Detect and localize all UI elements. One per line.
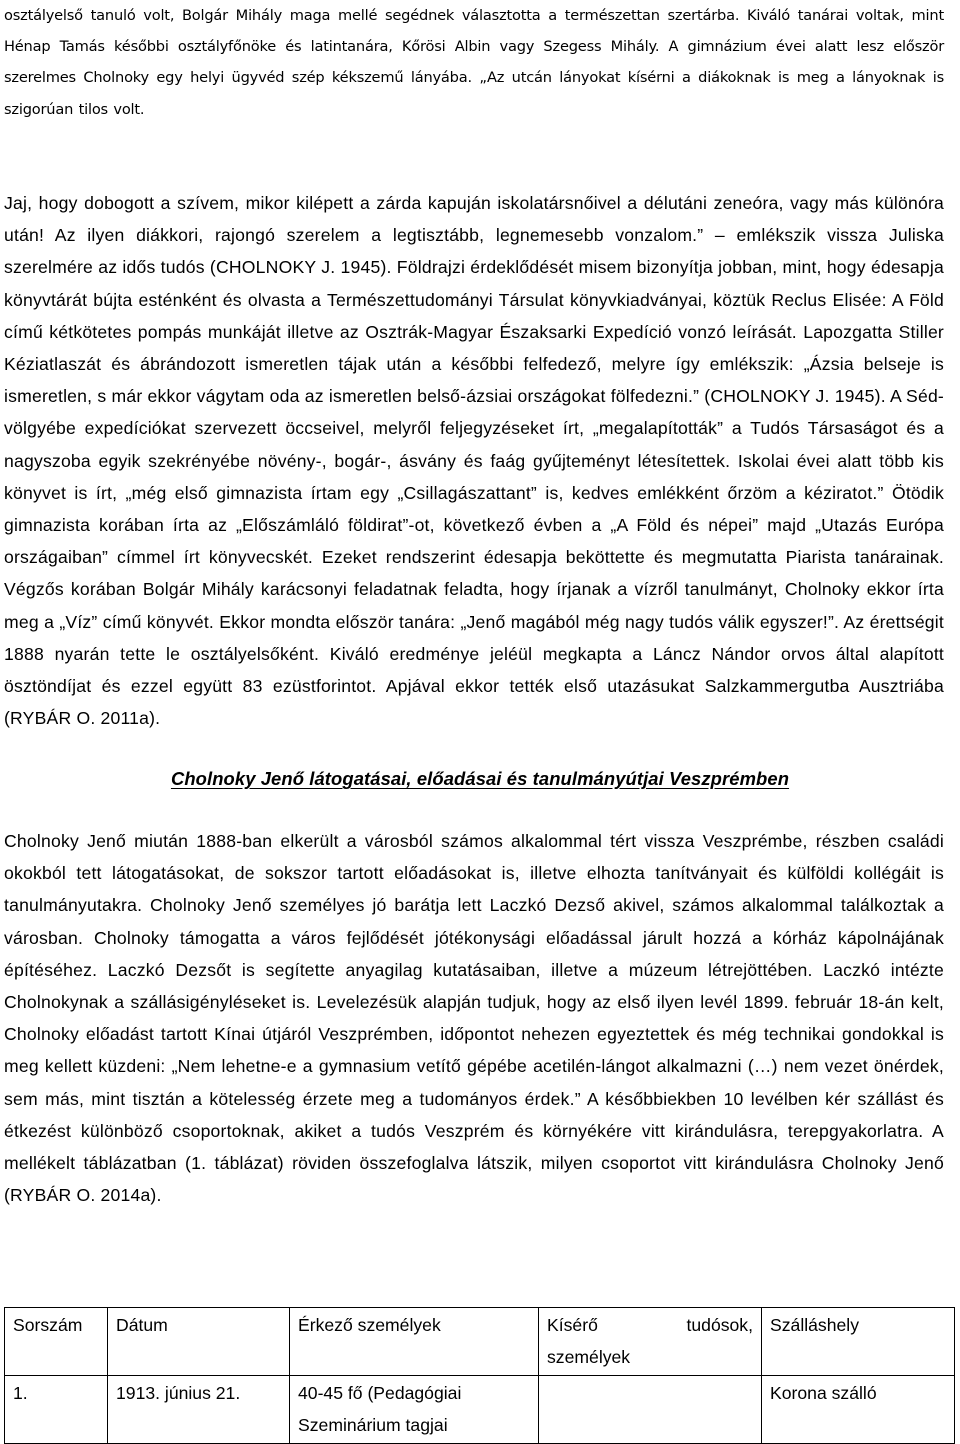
- cell-escorts: [539, 1376, 762, 1444]
- header-cell-number: Sorszám: [5, 1308, 108, 1376]
- table-row: [5, 1376, 955, 1444]
- cell-accommodation: Korona szálló: [762, 1376, 955, 1444]
- paragraph-biography: Jaj, hogy dobogott a szívem, mikor kilépett a zárda kapuján iskolatársnőivel a délutáni zeneóra, vagy más különóra után! Az ilyen diákkori, rajongó szerelem a legtisztább, legnemesebb vonzalom.” – emlékszik vissza Juliska szerelmére az idős tudós (CHOLNOKY J. 1945). Földrajzi érdeklődését misem bizonyítja jobban, mint, hogy édesapja könyvtárát bújta esténként és olvasta a Természettudományi Társulat könyvkiadványai, köztük Reclus Elisée: A Föld című kétkötetes pompás munkáját illetve az Osztrák-Magyar Északsarki Expedíció vonzó leírását. Lapozgatta Stiller Kéziatlaszát és ábrándozott ismeretlen tájak után a későbbi felfedező, melyre így emlékszik: „Ázsia belseje is ismeretlen, s már ekkor vágytam oda az ismeretlen belső-ázsiai országokat fölfedezni.” (CHOLNOKY J. 1945). A Séd-völgyébe expedíciókat szervezett öccseivel, melyről feljegyzéseket írt, „megalapították” a Tudós Társaságot és a nagyszoba egyik szekrényébe növény-, bogár-, ásvány és faág gyűjteményt létesítettek. Iskolai évei alatt több kis könyvet is írt, „még első gimnazista írtam egy „Csillagászattant” is, kedves emlékként őrzöm a kéziratot.” Ötödik gimnazista korában írta az „Előszámláló földirat”-ot, következő évben a „A Föld és népei” majd „Utazás Európa országaiban” címmel írt könyvecskét. Ezeket rendszerint édesapja beköttette és megmutatta Piarista tanárainak. Végzős korában Bolgár Mihály karácsonyi feladatnak feladta, hogy írjanak a vízről tanulmányt, Cholnoky ekkor írta meg a „Víz” című könyvét. Ekkor mondta először tanára: „Jenő magából még nagy tudós válik egyszer!”. Az érettségit 1888 nyarán tette le osztályelsőként. Kiváló eredménye jeléül megkapta a Láncz Nándor orvos által alapított ösztöndíjat és ezzel együtt 83 ezüstforintot. Apjával ekkor tették első utazásukat Salzkammergutba Ausztriába (RYBÁR O. 2011a).: [4, 193, 944, 729]
- paragraph-visits: Cholnoky Jenő miután 1888-ban elkerült a városból számos alkalommal tért vissza Veszprémbe, részben családi okokból tett látogatásokat, de sokszor tartott előadásokat is, illetve elhozta tanítványait és külföldi kollégáit is tanulmányutakra. Cholnoky Jenő személyes jó barátja lett Laczkó Dezső akivel, számos alkalommal találkoztak a városban. Cholnoky támogatta a város fejlődését jótékonysági előadással járult hozzá a kórház kápolnájának építéséhez. Laczkó Dezsőt is segítette anyagilag kutatásaiban, illetve a múzeum létrejöttében. Laczkó intézte Cholnokynak a szállásigényléseket is. Levelezésük alapján tudjuk, hogy az első ilyen levél 1899. február 18-án kelt, Cholnoky előadást tartott Kínai útjáról Veszprémben, időpontot nehezen egyeztettek és még technikai gondokkal is meg kellett küzdeni: „Nem lehetne-e a gymnasium vetítő gépébe acetilén-lángot alkalmazni (…) nem vezet önérdek, sem más, mint tisztán a kötelesség érzete meg a tudományos érdek.” A későbbiekben 10 levélben kér szállást és étkezést különböző csoportoknak, akiket a tudós Veszprém és környékére vitt kirándulásra, terepgyakorlatra. A mellékelt táblázatban (1. táblázat) röviden összefoglalva látszik, milyen csoportot vitt kirándulásra Cholnoky Jenő (RYBÁR O. 2014a).: [4, 831, 944, 1206]
- header-cell-arrivals: Érkező személyek: [290, 1308, 539, 1376]
- header-cell-date: Dátum: [108, 1308, 290, 1376]
- cell-number: 1.: [5, 1376, 108, 1444]
- header-cell-accommodation: Szálláshely: [762, 1308, 955, 1376]
- cell-arrivals: 40-45 fő (Pedagógiai Szeminárium tagjai: [290, 1376, 539, 1444]
- cell-date: 1913. június 21.: [108, 1376, 290, 1444]
- table-header-row: [5, 1308, 955, 1376]
- paragraph-intro: osztályelső tanuló volt, Bolgár Mihály maga mellé segédnek választotta a természettan szertárba. Kiváló tanárai voltak, mint Hénap Tamás későbbi osztályfőnöke és latintanára, Kőrösi Albin vagy Szegess Mihály. A gimnázium évei alatt lesz először szerelmes Cholnoky egy helyi ügyvéd szép kékszemű lányába. „Az utcán lányokat kísérni a diákoknak is meg a lányoknak is szigorúan tilos volt.: [4, 7, 944, 118]
- section-heading: Cholnoky Jenő látogatásai, előadásai és tanulmányútjai Veszprémben: [170, 768, 790, 789]
- visits-table: [4, 1307, 955, 1444]
- header-cell-escorts: Kísérő tudósok, személyek: [539, 1308, 762, 1376]
